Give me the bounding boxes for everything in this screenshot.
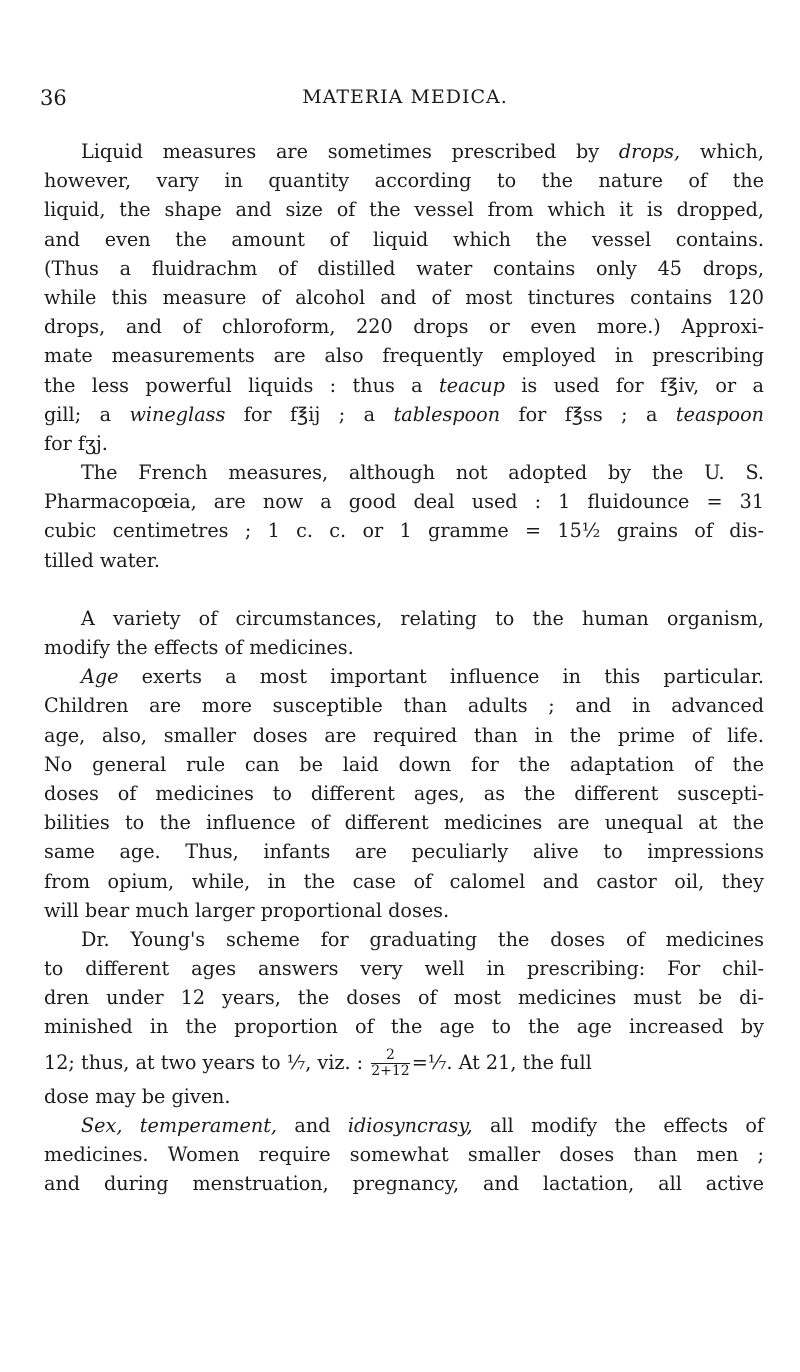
text-line: to different ages answers very well in prescribing: For chil-	[44, 957, 764, 981]
text-line: bilities to the influence of different medicines are unequal at the	[44, 811, 764, 835]
page-header	[40, 86, 770, 116]
text-line: mate measurements are also frequently employed in prescribing	[44, 344, 764, 368]
body-text	[44, 137, 764, 1198]
text-line: minished in the proportion of the age to the age increased by	[44, 1015, 764, 1039]
text-line: while this measure of alcohol and of most tinctures contains 120	[44, 285, 764, 309]
text-line: medicines. Women require somewhat smaller doses than men ;	[44, 1143, 764, 1166]
text-line: Dr. Young's scheme for graduating the doses of medicines	[81, 927, 764, 951]
text-line: and even the amount of liquid which the vessel contains.	[44, 227, 764, 251]
text-line: modify the effects of medicines.	[44, 636, 354, 659]
text-line: same age. Thus, infants are peculiarly alive to impressions	[44, 840, 764, 864]
page-number: 36	[40, 86, 67, 110]
paragraph-liquid-measures	[44, 137, 764, 458]
text-line: dose may be given.	[44, 1084, 231, 1108]
text-line: however, vary in quantity according to the nature of the	[44, 169, 764, 193]
text-line: will bear much larger proportional doses.	[44, 898, 450, 922]
text-line: tilled water.	[44, 548, 160, 572]
text-line: dren under 12 years, the doses of most medicines must be di-	[44, 986, 764, 1010]
text-line: Children are more susceptible than adults ; and in advanced	[44, 694, 764, 718]
text-line: Sex, temperament, and idiosyncrasy, all modify the effects of	[81, 1113, 765, 1137]
text-line: the less powerful liquids : thus a teacup is used for f℥iv, or a	[44, 373, 764, 397]
text-line: A variety of circumstances, relating to the human organism,	[81, 606, 764, 630]
paragraph-sex-temperament	[44, 1111, 764, 1199]
age-fraction: $\frac{2}{2+12}$	[371, 1047, 410, 1080]
paragraph-youngs-scheme	[44, 925, 764, 1111]
text-line: No general rule can be laid down for the adaptation of the	[44, 752, 764, 776]
text-line: Age exerts a most important influence in this particular.	[81, 665, 764, 689]
running-head: MATERIA MEDICA.	[302, 86, 508, 108]
text-line: from opium, while, in the case of calomel and castor oil, they	[44, 869, 764, 893]
section-gap	[44, 575, 764, 604]
text-line: gill; a wineglass for f℥ij ; a tablespoon for f℥ss ; a teaspoon	[44, 402, 765, 426]
paragraph-circumstances	[44, 604, 764, 662]
text-line: drops, and of chloroform, 220 drops or even more.) Approxi-	[44, 315, 764, 339]
text-line: Pharmacopœia, are now a good deal used : 1 fluidounce = 31	[44, 490, 764, 514]
text-line: for fʒj.	[44, 431, 108, 455]
text-line: Liquid measures are sometimes prescribed by drops, which,	[81, 140, 764, 163]
paragraph-age	[44, 662, 764, 925]
text-line-with-fraction: 12; thus, at two years to ⅐, viz. : $\frac{2}{2+12}$ =⅐. At 21, the full	[44, 1047, 592, 1080]
text-line: and during menstruation, pregnancy, and lactation, all active	[44, 1172, 764, 1196]
text-line: The French measures, although not adopted by the U. S.	[81, 461, 764, 485]
text-line: age, also, smaller doses are required than in the prime of life.	[44, 723, 764, 747]
text-line: liquid, the shape and size of the vessel from which it is dropped,	[44, 198, 764, 222]
text-line: cubic centimetres ; 1 c. c. or 1 gramme = 15½ grains of dis-	[44, 519, 764, 543]
text-line: doses of medicines to different ages, as the different suscepti-	[44, 781, 764, 805]
paragraph-french-measures	[44, 458, 764, 575]
text-line: (Thus a fluidrachm of distilled water contains only 45 drops,	[44, 256, 764, 280]
